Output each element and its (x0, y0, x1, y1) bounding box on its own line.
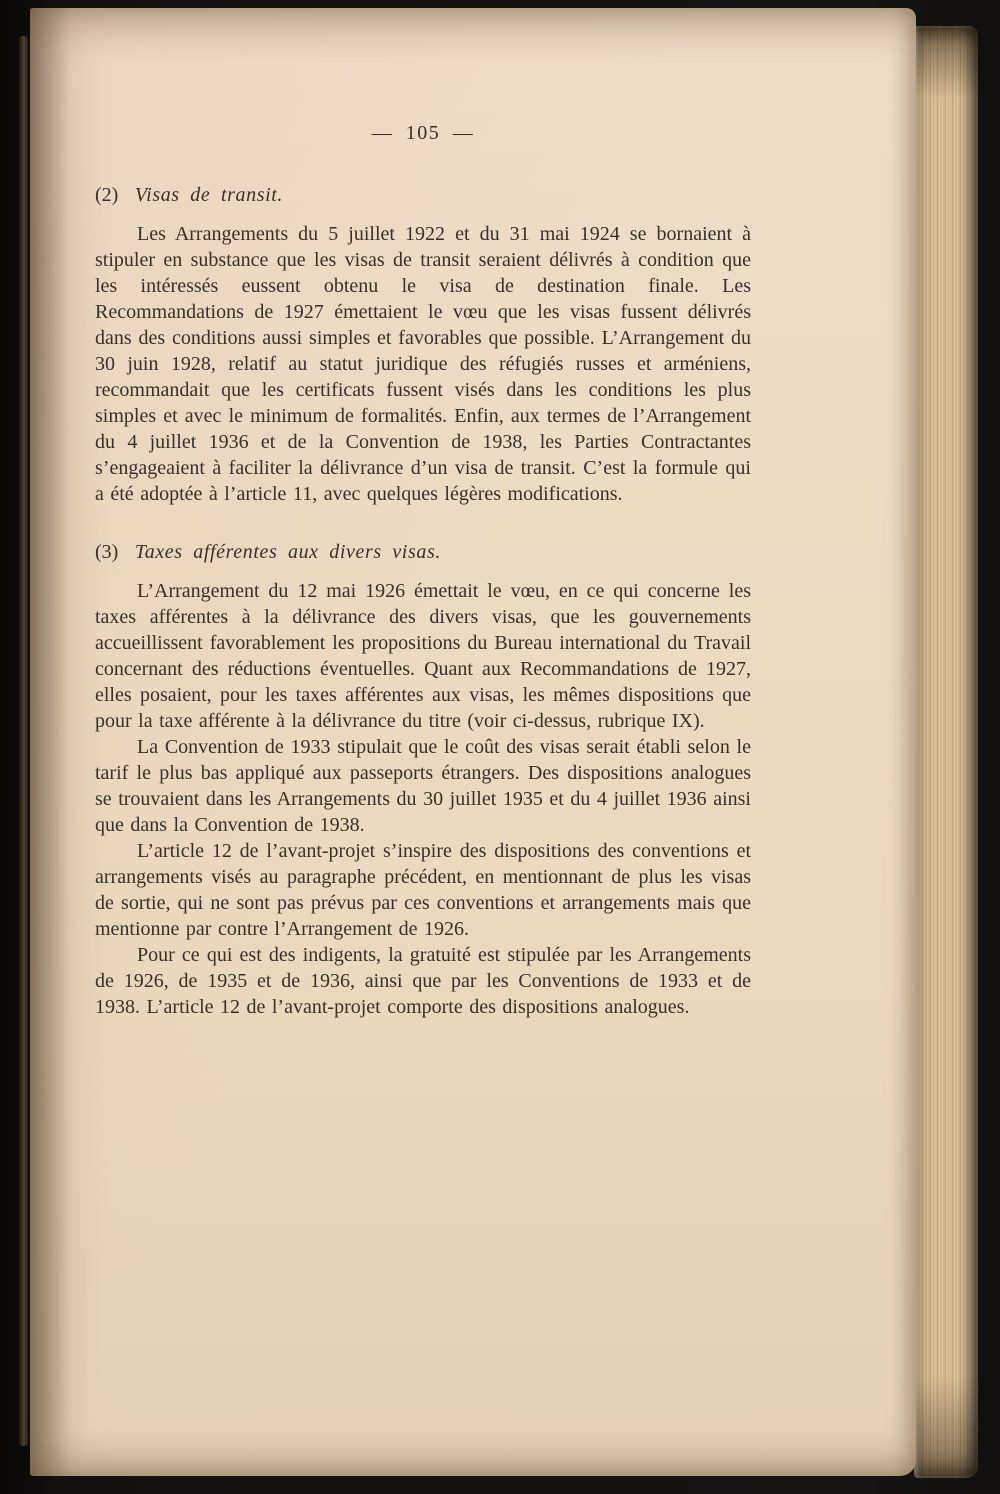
stacked-page-edges (914, 26, 978, 1478)
section-number: (2) (95, 184, 119, 206)
paragraph: La Convention de 1933 stipulait que le coût des visas serait établi selon le tarif le plus bas appliqué aux passeports étrangers. Des dispositions analogues se trouvaient dans les Arrangements du 30 juillet 1935 et du 4 juillet 1936 ainsi que dans la Convention de 1938. (95, 736, 751, 836)
gutter-shadow (30, 8, 70, 1476)
section-heading (95, 539, 751, 565)
section-visas-de-transit (95, 182, 751, 507)
page-number: — 105 — (371, 122, 475, 144)
page-content (95, 8, 751, 1020)
left-page-edge (19, 36, 28, 1446)
section-title: Visas de transit. (134, 184, 283, 206)
section-title: Taxes afférentes aux divers visas. (134, 541, 441, 563)
paragraph: L’article 12 de l’avant-projet s’inspire des dispositions des conventions et arrangements visés au paragraphe précédent, en mentionnant de plus les visas de sortie, qui ne sont pas prévus par ces conventions et arrangements mais que mentionne par contre l’Arrangement de 1926. (95, 840, 751, 940)
paragraph: Pour ce qui est des indigents, la gratuité est stipulée par les Arrangements de 1926, de 1935 et de 1936, ainsi que par les Conventions de 1933 et de 1938. L’article 12 de l’avant-projet comporte des dispositions analogues. (95, 944, 751, 1018)
section-heading (95, 182, 751, 208)
section-taxes-afferentes (95, 539, 751, 1020)
paragraph: Les Arrangements du 5 juillet 1922 et du 31 mai 1924 se bornaient à stipuler en substance que les visas de transit seraient délivrés à condition que les intéressés eussent obtenu le visa de destination finale. Les Recommandations de 1927 émettaient le vœu que les visas fussent délivrés dans des conditions aussi simples et favorables que possible. L’Arrangement du 30 juin 1928, relatif au statut juridique des réfugiés russes et arméniens, recommandait que les certificats fussent visés dans les conditions les plus simples et avec le minimum de formalités. Enfin, aux termes de l’Arrangement du 4 juillet 1936 et de la Convention de 1938, les Parties Contractantes s’engageaient à faciliter la délivrance d’un visa de transit. C’est la formule qui a été adoptée à l’article 11, avec quelques légères modifications. (95, 223, 751, 505)
paragraph: L’Arrangement du 12 mai 1926 émettait le vœu, en ce qui concerne les taxes afférentes à la délivrance des divers visas, que les gouvernements accueillissent favorablement les propositions du Bureau international du Travail concernant des réductions éventuelles. Quant aux Recommandations de 1927, elles posaient, pour les taxes afférentes aux visas, les mêmes dispositions que pour la taxe afférente à la délivrance du titre (voir ci-dessus, rubrique IX). (95, 580, 751, 732)
section-number: (3) (95, 541, 119, 563)
book-page (30, 8, 916, 1476)
